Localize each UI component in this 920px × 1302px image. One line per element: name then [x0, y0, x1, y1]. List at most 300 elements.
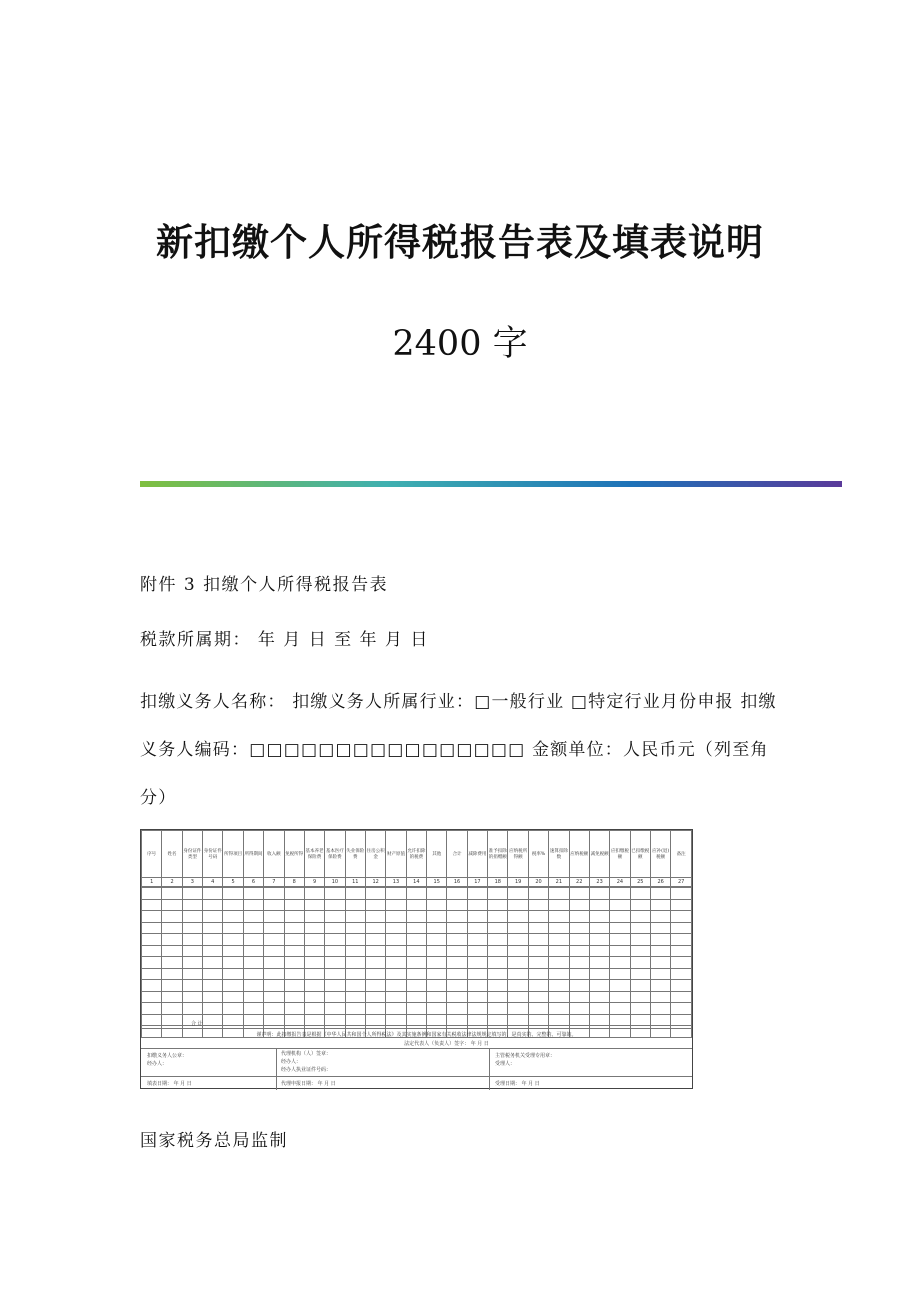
form-empty-cell — [447, 980, 467, 992]
form-number-row — [142, 878, 692, 887]
form-empty-cell — [549, 957, 569, 969]
form-empty-cell — [406, 888, 426, 900]
form-empty-cell — [162, 945, 182, 957]
form-empty-cell — [386, 945, 406, 957]
form-empty-cell — [223, 911, 243, 923]
form-declaration: 谨声明：此扣缴报告表是根据《中华人民共和国个人所得税法》及其实施条例和国家有关税收法律法规规定填写的，是真实的、完整的、可靠的。 — [256, 1032, 577, 1038]
form-empty-cell — [671, 945, 692, 957]
form-empty-cell — [182, 968, 202, 980]
form-empty-cell — [203, 911, 223, 923]
form-empty-cell — [365, 922, 385, 934]
form-empty-cell — [345, 1003, 365, 1015]
form-empty-cell — [406, 945, 426, 957]
form-empty-cell — [427, 980, 447, 992]
form-empty-cell — [264, 980, 284, 992]
form-empty-row — [142, 934, 692, 946]
form-empty-cell — [650, 945, 670, 957]
form-empty-cell — [569, 888, 589, 900]
form-empty-cell — [325, 922, 345, 934]
form-column-number: 24 — [610, 878, 630, 887]
date-filled: 填表日期： 年 月 日 — [147, 1081, 192, 1087]
form-empty-cell — [386, 957, 406, 969]
form-empty-cell — [406, 980, 426, 992]
form-empty-cell — [427, 899, 447, 911]
form-empty-cell — [508, 899, 528, 911]
form-empty-cell — [630, 957, 650, 969]
form-header-cell: 速算扣除数 — [549, 831, 569, 878]
form-empty-cell — [203, 899, 223, 911]
form-empty-cell — [671, 911, 692, 923]
form-empty-cell — [508, 888, 528, 900]
form-empty-cell — [630, 888, 650, 900]
form-empty-cell — [365, 1003, 385, 1015]
form-empty-cell — [243, 991, 263, 1003]
issuer-line: 国家税务总局监制 — [140, 1131, 288, 1151]
form-empty-cell — [589, 980, 609, 992]
form-empty-cell — [427, 888, 447, 900]
form-empty-cell — [467, 934, 487, 946]
form-empty-cell — [569, 957, 589, 969]
form-empty-cell — [142, 980, 162, 992]
form-header-cell: 身份证件号码 — [203, 831, 223, 878]
sign-tax-office-seal: 主管税务机关受理专用章： — [495, 1053, 556, 1059]
form-empty-cell — [182, 922, 202, 934]
form-empty-cell — [162, 957, 182, 969]
form-empty-cell — [284, 934, 304, 946]
form-empty-cell — [223, 899, 243, 911]
form-empty-cell — [589, 957, 609, 969]
form-empty-cell — [671, 934, 692, 946]
form-empty-cell — [569, 922, 589, 934]
form-empty-cell — [264, 945, 284, 957]
form-empty-cell — [630, 991, 650, 1003]
form-empty-cell — [528, 888, 548, 900]
form-empty-cell — [203, 991, 223, 1003]
form-header-cell: 所得项目 — [223, 831, 243, 878]
form-table — [141, 830, 692, 887]
form-empty-cell — [589, 991, 609, 1003]
form-empty-cell — [325, 968, 345, 980]
form-empty-cell — [488, 899, 508, 911]
form-empty-cell — [304, 1003, 324, 1015]
form-empty-cell — [427, 911, 447, 923]
form-header-cell: 收入额 — [264, 831, 284, 878]
form-header-cell: 应补(退)税额 — [650, 831, 670, 878]
form-empty-cell — [650, 911, 670, 923]
form-empty-cell — [589, 899, 609, 911]
form-empty-cell — [508, 945, 528, 957]
form-empty-cell — [284, 991, 304, 1003]
tax-period-line: 税款所属期： 年 月 日 至 年 月 日 — [140, 630, 429, 650]
form-empty-cell — [467, 991, 487, 1003]
form-empty-cell — [467, 957, 487, 969]
document-subtitle: 2400 字 — [392, 324, 528, 364]
form-empty-cell — [223, 980, 243, 992]
form-header-cell: 基本养老保险费 — [304, 831, 324, 878]
form-empty-cell — [447, 934, 467, 946]
form-empty-cell — [304, 911, 324, 923]
form-header-cell: 姓名 — [162, 831, 182, 878]
form-empty-cell — [386, 911, 406, 923]
form-empty-cell — [528, 968, 548, 980]
form-empty-cell — [223, 1003, 243, 1015]
form-empty-cell — [488, 991, 508, 1003]
form-empty-cell — [569, 980, 589, 992]
form-empty-cell — [528, 934, 548, 946]
form-column-number: 13 — [386, 878, 406, 887]
form-empty-cell — [264, 934, 284, 946]
form-header-cell: 其他 — [427, 831, 447, 878]
form-empty-cell — [386, 980, 406, 992]
form-empty-cell — [610, 968, 630, 980]
form-header-cell: 合计 — [447, 831, 467, 878]
form-empty-cell — [488, 888, 508, 900]
form-empty-cell — [467, 968, 487, 980]
form-header-cell: 财产原值 — [386, 831, 406, 878]
form-empty-cell — [243, 922, 263, 934]
form-empty-cell — [386, 1003, 406, 1015]
form-column-number: 16 — [447, 878, 467, 887]
form-empty-cell — [162, 911, 182, 923]
form-empty-cell — [325, 899, 345, 911]
form-empty-cell — [406, 934, 426, 946]
form-empty-cell — [182, 934, 202, 946]
form-empty-cell — [284, 980, 304, 992]
form-empty-cell — [427, 968, 447, 980]
form-empty-cell — [447, 922, 467, 934]
form-empty-cell — [365, 968, 385, 980]
form-column-number: 11 — [345, 878, 365, 887]
form-column-number: 6 — [243, 878, 263, 887]
form-empty-cell — [142, 945, 162, 957]
form-empty-cell — [488, 911, 508, 923]
form-empty-cell — [508, 991, 528, 1003]
form-empty-cell — [528, 1003, 548, 1015]
form-empty-cell — [610, 899, 630, 911]
form-column-number: 3 — [182, 878, 202, 887]
form-empty-row — [142, 1003, 692, 1015]
form-empty-cell — [365, 991, 385, 1003]
form-empty-cell — [650, 922, 670, 934]
form-empty-cell — [488, 1003, 508, 1015]
form-header-cell: 允许扣除的税费 — [406, 831, 426, 878]
form-empty-row — [142, 911, 692, 923]
form-empty-cell — [203, 1003, 223, 1015]
form-empty-cell — [447, 911, 467, 923]
form-empty-cell — [162, 991, 182, 1003]
form-empty-cell — [406, 968, 426, 980]
form-empty-cell — [508, 911, 528, 923]
form-empty-cell — [508, 980, 528, 992]
form-header-cell: 减免税额 — [589, 831, 609, 878]
form-header-cell: 备注 — [671, 831, 692, 878]
form-empty-cell — [284, 945, 304, 957]
form-header-cell: 应纳税所得额 — [508, 831, 528, 878]
form-empty-cell — [386, 922, 406, 934]
form-empty-cell — [243, 968, 263, 980]
form-empty-cell — [162, 888, 182, 900]
form-column-number: 27 — [671, 878, 692, 887]
form-empty-cell — [549, 888, 569, 900]
form-empty-row — [142, 945, 692, 957]
form-empty-cell — [650, 1003, 670, 1015]
form-empty-cell — [203, 980, 223, 992]
form-empty-cell — [569, 911, 589, 923]
form-empty-cell — [508, 922, 528, 934]
form-empty-cell — [671, 922, 692, 934]
form-empty-cell — [264, 922, 284, 934]
date-received: 受理日期： 年 月 日 — [495, 1081, 540, 1087]
form-header-cell: 应纳税额 — [569, 831, 589, 878]
form-empty-cell — [142, 922, 162, 934]
form-empty-cell — [325, 980, 345, 992]
form-column-number: 10 — [325, 878, 345, 887]
form-empty-cell — [467, 1003, 487, 1015]
form-empty-cell — [569, 991, 589, 1003]
form-column-number: 5 — [223, 878, 243, 887]
form-column-number: 9 — [304, 878, 324, 887]
form-empty-cell — [304, 899, 324, 911]
form-empty-cell — [365, 957, 385, 969]
form-empty-cell — [447, 991, 467, 1003]
sign-payer-seal: 扣缴义务人公章： — [147, 1053, 188, 1059]
form-empty-cell — [528, 911, 548, 923]
form-empty-cell — [650, 968, 670, 980]
form-empty-cell — [447, 968, 467, 980]
form-empty-cell — [386, 899, 406, 911]
form-empty-cell — [223, 957, 243, 969]
form-column-number: 18 — [488, 878, 508, 887]
form-empty-cell — [203, 934, 223, 946]
form-empty-cell — [243, 945, 263, 957]
form-empty-cell — [650, 888, 670, 900]
form-empty-cell — [223, 922, 243, 934]
form-column-number: 2 — [162, 878, 182, 887]
form-empty-cell — [365, 899, 385, 911]
form-empty-cell — [671, 888, 692, 900]
form-empty-cell — [650, 991, 670, 1003]
form-empty-cell — [406, 911, 426, 923]
form-empty-cell — [264, 968, 284, 980]
form-empty-cell — [630, 980, 650, 992]
form-empty-cell — [182, 980, 202, 992]
form-empty-cell — [365, 888, 385, 900]
form-empty-cell — [569, 899, 589, 911]
form-empty-cell — [488, 922, 508, 934]
form-empty-cell — [386, 934, 406, 946]
payer-info-paragraph: 扣缴义务人名称： 扣缴义务人所属行业：□一般行业 □特定行业月份申报 扣缴义务人编码：□□□□□□□□□□□□□□□□ 金额单位：人民币元（列至角分） — [140, 692, 777, 808]
form-empty-cell — [610, 911, 630, 923]
form-empty-cell — [467, 922, 487, 934]
form-empty-cell — [406, 957, 426, 969]
form-column-number: 23 — [589, 878, 609, 887]
form-column-number: 17 — [467, 878, 487, 887]
sign-agency-seal: 代理机构（人）签章： — [281, 1051, 332, 1057]
form-empty-cell — [386, 968, 406, 980]
form-empty-cell — [447, 899, 467, 911]
form-empty-cell — [630, 1003, 650, 1015]
form-empty-cell — [264, 957, 284, 969]
form-empty-cell — [243, 980, 263, 992]
form-empty-cell — [630, 968, 650, 980]
form-empty-cell — [203, 957, 223, 969]
form-empty-cell — [284, 899, 304, 911]
form-empty-cell — [528, 980, 548, 992]
form-empty-cell — [304, 934, 324, 946]
form-empty-cell — [203, 968, 223, 980]
form-empty-cell — [162, 980, 182, 992]
form-empty-cell — [671, 980, 692, 992]
form-empty-cell — [447, 957, 467, 969]
form-column-number: 20 — [528, 878, 548, 887]
form-empty-cell — [569, 968, 589, 980]
form-empty-cell — [569, 934, 589, 946]
form-empty-cell — [223, 888, 243, 900]
form-empty-cell — [345, 888, 365, 900]
form-empty-cell — [243, 934, 263, 946]
form-empty-cell — [610, 945, 630, 957]
form-empty-cell — [304, 945, 324, 957]
form-empty-cell — [610, 1003, 630, 1015]
form-empty-cell — [325, 1003, 345, 1015]
form-empty-cell — [304, 888, 324, 900]
form-empty-cell — [325, 991, 345, 1003]
form-empty-cell — [447, 945, 467, 957]
form-empty-cell — [508, 934, 528, 946]
form-empty-cell — [427, 957, 447, 969]
form-empty-cell — [427, 934, 447, 946]
form-empty-cell — [549, 911, 569, 923]
form-empty-cell — [671, 968, 692, 980]
form-column-number: 22 — [569, 878, 589, 887]
form-header-cell: 失业保险费 — [345, 831, 365, 878]
form-empty-cell — [589, 922, 609, 934]
form-empty-cell — [650, 934, 670, 946]
form-empty-cell — [264, 1003, 284, 1015]
form-empty-cell — [345, 911, 365, 923]
form-empty-cell — [610, 888, 630, 900]
form-empty-cell — [243, 888, 263, 900]
form-empty-cell — [182, 1003, 202, 1015]
form-empty-cell — [264, 991, 284, 1003]
form-empty-cell — [650, 957, 670, 969]
form-empty-cell — [142, 899, 162, 911]
form-empty-cell — [508, 1003, 528, 1015]
form-empty-cell — [610, 934, 630, 946]
form-empty-cell — [467, 888, 487, 900]
form-empty-cell — [142, 991, 162, 1003]
form-empty-cell — [528, 957, 548, 969]
form-empty-cell — [162, 1014, 182, 1026]
form-empty-cell — [304, 922, 324, 934]
form-empty-cell — [406, 899, 426, 911]
form-empty-cell — [243, 911, 263, 923]
form-empty-cell — [203, 945, 223, 957]
form-empty-row — [142, 991, 692, 1003]
form-column-number: 7 — [264, 878, 284, 887]
form-header-cell: 住房公积金 — [365, 831, 385, 878]
form-total-label: 合 计 — [191, 1021, 203, 1027]
form-empty-cell — [345, 957, 365, 969]
form-empty-cell — [162, 968, 182, 980]
form-empty-cell — [569, 1003, 589, 1015]
form-empty-cell — [162, 922, 182, 934]
form-empty-cell — [142, 911, 162, 923]
form-empty-cell — [528, 922, 548, 934]
form-empty-cell — [549, 899, 569, 911]
form-empty-cell — [549, 934, 569, 946]
form-empty-cell — [345, 968, 365, 980]
form-empty-cell — [223, 968, 243, 980]
form-empty-cell — [671, 899, 692, 911]
form-empty-cell — [182, 911, 202, 923]
form-empty-cell — [142, 1014, 162, 1026]
form-empty-cell — [488, 957, 508, 969]
form-empty-cell — [182, 888, 202, 900]
form-empty-cell — [162, 934, 182, 946]
form-header-row — [142, 831, 692, 878]
form-header-cell: 应扣缴税额 — [610, 831, 630, 878]
form-empty-cell — [427, 922, 447, 934]
form-empty-cell — [406, 922, 426, 934]
form-empty-cell — [386, 991, 406, 1003]
form-empty-cell — [467, 980, 487, 992]
form-header-cell: 身份证件类型 — [182, 831, 202, 878]
sign-agency-license: 经办人执业证件号码： — [281, 1067, 332, 1073]
form-empty-cell — [345, 899, 365, 911]
form-empty-cell — [182, 991, 202, 1003]
form-empty-cell — [671, 991, 692, 1003]
form-empty-cell — [630, 945, 650, 957]
form-empty-row — [142, 899, 692, 911]
form-empty-cell — [284, 922, 304, 934]
form-empty-cell — [304, 957, 324, 969]
form-empty-cell — [589, 911, 609, 923]
form-empty-cell — [325, 934, 345, 946]
form-empty-cell — [488, 980, 508, 992]
form-empty-cell — [365, 980, 385, 992]
form-empty-cell — [284, 911, 304, 923]
date-agency: 代理申报日期： 年 月 日 — [281, 1081, 336, 1087]
form-column-number: 1 — [142, 878, 162, 887]
form-empty-cell — [243, 1003, 263, 1015]
form-empty-cell — [142, 934, 162, 946]
form-empty-cell — [630, 922, 650, 934]
gradient-divider — [140, 481, 842, 487]
form-empty-cell — [528, 991, 548, 1003]
form-empty-cell — [630, 911, 650, 923]
form-column-number: 14 — [406, 878, 426, 887]
form-column-number: 26 — [650, 878, 670, 887]
form-empty-cell — [304, 968, 324, 980]
form-empty-cell — [549, 991, 569, 1003]
form-empty-cell — [162, 1003, 182, 1015]
document-title: 新扣缴个人所得税报告表及填表说明 — [156, 220, 764, 264]
form-empty-cell — [488, 968, 508, 980]
form-empty-cell — [345, 934, 365, 946]
form-empty-cell — [447, 1003, 467, 1015]
form-empty-cell — [508, 968, 528, 980]
form-header-cell: 准予扣除的捐赠额 — [488, 831, 508, 878]
form-blank-rows — [141, 887, 692, 1038]
form-empty-cell — [386, 888, 406, 900]
form-header-cell: 免税所得 — [284, 831, 304, 878]
form-empty-cell — [345, 980, 365, 992]
form-empty-cell — [467, 945, 487, 957]
sign-agency-agent: 经办人： — [281, 1059, 302, 1065]
form-empty-cell — [549, 968, 569, 980]
form-empty-cell — [325, 945, 345, 957]
